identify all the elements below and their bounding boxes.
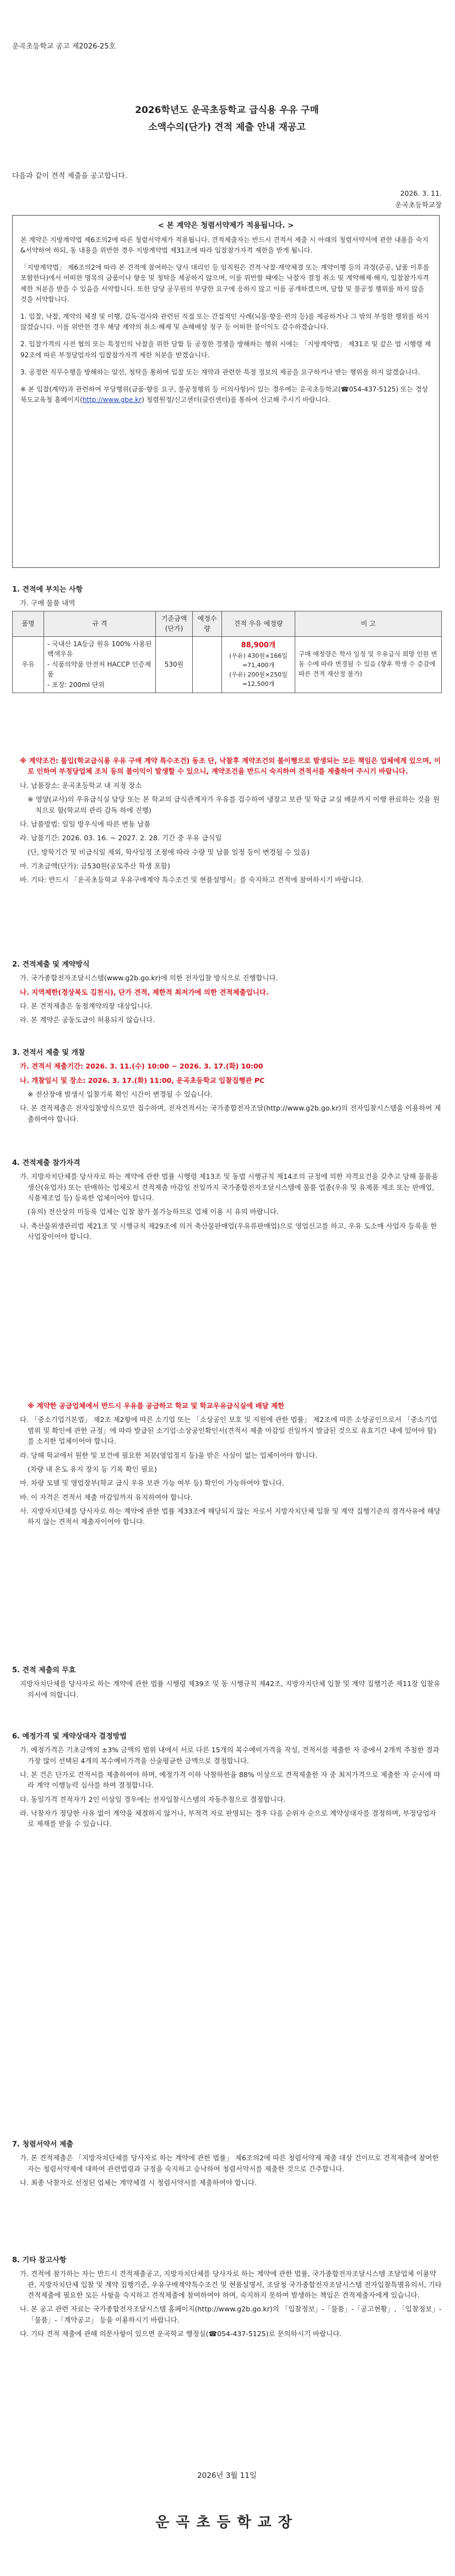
document-number: 운곡초등학교 공고 제2026-25호 (12, 42, 116, 51)
goods-table (12, 611, 442, 693)
note-text: 마. 기초금액(단가): 금530원(공모추산 학생 포함) (20, 862, 170, 870)
notice-report-paragraph (20, 384, 431, 405)
list-item: 다. 기타 견적 제출에 관해 의문사항이 있으면 운곡학교 행정실(☎054-437-5125)로 문의하시기 바랍니다. (20, 2330, 342, 2338)
section-5 (12, 1665, 442, 1703)
list-item: 다. 본 견적제출은 전자입찰방식으로만 접수하며, 전자견적서는 국가종합전자조달(http://www.g2b.go.kr)의 전자입찰시스템을 이용하여 제출하여야 합니다. (20, 1104, 441, 1123)
list-item: 나. 축산물위생관리법 제21조 및 시행규칙 제29조에 의거 축산물판매업(우유류판매업)으로 영업신고를 하고, 우유 도소매 사업자 등록을 한 사업장이어야 합니다. (20, 1221, 437, 1241)
document-title (12, 102, 442, 136)
cell-base-price: 530원 (156, 636, 193, 693)
list-item: 사. 지방자치단체를 당사자로 하는 계약에 관한 법률 제33조에 해당되지 않는 자로서 지방자치단체 입찰 및 계약 집행기준의 결격사유에 해당하지 않는 견적서 제출자이어야 합니다. (20, 1507, 441, 1526)
section-text: 지방자치단체를 당사자로 하는 계약에 관한 법률 시행령 제39조 및 동 시행규칙 제42조, 지방자치단체 입찰 및 계약 집행기준 제11장 입찰유의서에 의합니다. (20, 1679, 441, 1699)
section-7 (12, 2139, 442, 2191)
notice-paragraph: 「지방계약법」 제6조의2에 따라 본 견적에 참여하는 당사 대리인 등 임직원은 견적·낙찰·계약체결 또는 계약이행 등의 과정(준공, 납품 이후를 포함한다)에서 어떠한 명목의 금품이나 향응 및 청탁을 제공하지 않으며, 이를 위반할 때에는 낙찰자 결정 취소 및 계약해제·해지, 입찰참가자격 제한 처분을 받을 수 있음을 서약합니다. 또한 담당 공무원의 부당한 요구에 응하지 않고 이를 공개하겠으며, 담합 및 불공정 행위를 하지 않을 것을 서약합니다. (20, 264, 430, 303)
list-item: 가. 예정가격은 기초금액의 ±3% 금액의 범위 내에서 서로 다른 15개의 복수예비가격을 작성, 견적서를 제출한 자 중에서 2개씩 추첨한 결과 가장 많이 선택된 4개의 복수예비가격을 산술평균한 금액으로 결정합니다. (20, 1746, 440, 1765)
section-heading: 4. 견적제출 참가자격 (12, 1159, 80, 1167)
section-heading: 7. 청렴서약서 제출 (12, 2140, 73, 2149)
notice-report-text: ※ 본 입찰(계약)과 관련하여 부당행위(금품·향응 요구, 불공정행위 등 이의사항)이 있는 경우에는 운곡초등학교(☎054-437-5125) 또는 경상북도교육청 홈페이지( (20, 385, 429, 404)
table-header: 품명 (13, 611, 44, 636)
table-header: 비 고 (295, 611, 442, 636)
section-3 (12, 1048, 442, 1128)
warning-item: ※ 계약한 공급업체에서 반드시 우유를 공급하고 학교 및 학교우유급식실에 배달 제한 (28, 1402, 285, 1410)
list-item: 가. 본 견적제출은 「지방자치단체를 당사자로 하는 계약에 관한 법률」 제6조의2에 따른 청렴서약제 제출 대상 건이므로 견적제출에 참여한 자는 청렴서약제에 대하여 관련법령과 규정을 숙지하고 승낙하여 청렴서약서를 제출한 것으로 간주합니다. (20, 2154, 439, 2173)
signer-name: 운곡초등학교장 (155, 2514, 299, 2531)
list-item: 가. 지방자치단체를 당사자로 하는 계약에 관한 법률 시행령 제13조 및 동법 시행규칙 제14조의 규정에 의한 자격요건을 갖추고 당해 물품을 생산(유업자) 또는 판매하는 업체로서 견적제출 마감일 전일까지 국가종합전자조달시스템에 물품 업종(우유 및 유제품 제조 또는 판매업, 식품제조업 등) 등록한 업체이어야 합니다. (20, 1172, 438, 1202)
list-item: 다. 본 견적제출은 동점계약의장 대상입니다. (20, 1001, 153, 1010)
list-item: 라. 당해 학교에서 원한 및 보건에 필요한 처분(영업정지 등)을 받은 사실이 없는 업체이어야 합니다. (20, 1451, 318, 1459)
table-header: 견적 우유 예정량 (222, 611, 295, 636)
note-item: 바. 기타: 반드시 「운곡초등학교 우유구매계약 특수조건 및 현품설명서」를 숙지하고 견적에 참여하시기 바랍니다. (20, 876, 364, 884)
section-heading: 2. 견적제출 및 계약방식 (12, 960, 90, 969)
spec-line: - 국내산 1A등급 원유 100% 사용된 백색우유 (47, 640, 152, 658)
cell-remarks: 구매 예정량은 학사 일정 및 우유급식 희망 인원 변동 수에 따라 변경될 수 있음 (향후 학생 수 증감에 따른 견적 재산정 불가) (295, 636, 442, 693)
note-item: 라. 납품기간: 2026. 03. 16. ~ 2027. 2. 28. 기간 중 우유 급식일 (20, 834, 222, 842)
estimate-total: 88,900개 (241, 641, 276, 650)
title-line-2: 소액수의(단가) 견적 제출 안내 재공고 (148, 121, 306, 133)
section-8 (12, 2255, 442, 2342)
intro-text: 다음과 같이 견적 제출을 공고합니다. (12, 172, 128, 180)
estimate-detail: (우유) 200원×250일=12,500개 (229, 671, 288, 688)
list-item: 라. 낙찰자가 정당한 사유 없이 계약을 체결하지 않거나, 부적격 자로 판명되는 경우 다음 순위자 순으로 계약상대자를 결정하며, 부정당업자로 제재를 받을 수 있습니다. (20, 1809, 436, 1828)
list-item: 가. 견적서 제출기간: 2026. 3. 11.(수) 10:00 ~ 2026. 3. 17.(화) 10:00 (20, 1062, 263, 1071)
announce-block (395, 187, 442, 211)
table-header-row (13, 611, 442, 636)
notice-paragraph: 2. 입찰가격의 사전 협의 또는 특정인의 낙찰을 위한 담합 등 공정한 경쟁을 방해하는 행위 시에는 「지방계약법」 제31조 및 같은 법 시행령 제92조에 따른 부정당업자의 입찰참가자격 제한 처분을 받겠습니다. (20, 340, 431, 359)
list-item: 나. 최종 낙찰자로 선정된 업체는 계약체결 시 청렴서약서를 제출하여야 합니다. (20, 2178, 257, 2187)
note-item (12, 861, 442, 871)
note-item: 나. 납품장소: 운곡초등학교 내 지정 장소 (20, 781, 142, 790)
note-item: ※ 영양(교사)의 우유급식실 담당 또는 본 학교의 급식관계자가 우유를 검수하여 냉장고 보관 및 학급 교실 배분까지 이행 완료하는 것을 원칙으로 함(학교의 관리 감독 하에 진행) (28, 795, 440, 814)
contract-condition-note: ※ 계약조건: 불입(학교급식용 우유 구매 계약 특수조건) 동조 단, 낙찰후 계약조건의 불이행으로 발생되는 모든 책임은 업체에게 있으며, 이로 인하여 부정당업체 조치 등의 불이익이 발생할 수 있으니, 계약조건을 반드시 숙지하여 견적서를 제출하여 주시기 바랍니다. (20, 756, 441, 776)
note-item: (단, 방학기간 및 비급식일 제외, 학사일정 조정에 따라 수량 및 납품 일정 등이 변경될 수 있음) (28, 847, 310, 856)
section-6 (12, 1731, 442, 1833)
section-heading: 6. 예정가격 및 계약상대자 결정방법 (12, 1732, 127, 1741)
list-item: 다. 「중소기업기본법」 제2조 제2항에 따른 소기업 또는 「소상공인 보호 및 지원에 관한 법률」 제2조에 따른 소상공인으로서 「중소기업 범위 및 확인에 관한 규정」에 따라 발급된 소기업·소상공인확인서(견적서 제출 마감일 전일까지 발급된 것으로 유효기간 내에 있어야 함)를 소지한 업체이어야 합니다. (20, 1415, 437, 1446)
closing-date: 2026년 3월 11일 (197, 2471, 257, 2480)
list-item: (유의) 전산상의 미등록 업체는 입찰 참가 불가능하므로 업체 이용 시 유의 바랍니다. (28, 1208, 279, 1216)
section-1 (12, 584, 442, 693)
cell-spec (44, 636, 156, 693)
section-heading: 8. 기타 참고사항 (12, 2256, 67, 2264)
spec-line: - 포장: 200ml 단위 (47, 681, 105, 689)
section-4-continued (12, 1400, 442, 1531)
section-heading: 3. 견적서 제출 및 개찰 (12, 1049, 85, 1057)
notice-paragraph: 3. 공정한 직무수행을 방해하는 알선, 청탁을 통하여 입찰 또는 계약과 관련한 특정 정보의 제공을 요구하거나 받는 행위를 하지 않겠습니다. (20, 368, 420, 376)
list-item: 가. 견적에 참가하는 자는 반드시 견적제출공고, 지방자치단체를 당사자로 하는 계약에 관한 법률, 국가종합전자조달시스템 조달업체 이용약관, 지방자치단체 입찰 및 계약 집행기준, 우유구매계약특수조건 및 현품설명서, 조달청 국가종합전자조달시스템 전자입찰특별유의서, 기타 견적제출에 필요한 모든 사항을 숙지하고 견적제출에 참여하여야 하며, 숙지하지 못하여 발생하는 책임은 견적제출자에게 있습니다. (20, 2269, 442, 2299)
list-item: 마. 차량 모델 및 영업장부(학교 급식 우유 보관 가능 여부 등) 확인이 가능하여야 합니다. (20, 1479, 284, 1488)
list-item: ※ 전산장애 발생시 입찰기록 확인 시간이 변경될 수 있습니다. (28, 1090, 213, 1098)
section-4 (12, 1158, 442, 1245)
table-header: 규 격 (44, 611, 156, 636)
announcer: 운곡초등학교장 (395, 201, 442, 210)
integrity-notice-box (12, 215, 440, 568)
title-line-1: 2026학년도 운곡초등학교 급식용 우유 구매 (135, 105, 319, 116)
table-header: 기준금액 (단가) (156, 611, 193, 636)
section-heading: 1. 견적에 부치는 사항 (12, 586, 83, 594)
notice-report-text-end: ) 청렴원정/신고센터(클린센터)를 통하여 신고해 주시기 바랍니다. (142, 396, 331, 404)
table-row (13, 636, 442, 693)
section-subheading: 가. 구매 물품 내역 (20, 599, 75, 608)
announce-date: 2026. 3. 11. (400, 189, 442, 197)
list-item: 바. 이 자격은 견적서 제출 마감일까지 유지하여야 합니다. (20, 1493, 193, 1501)
integrity-notice-title: < 본 계약은 청렴서약제가 적용됩니다. > (158, 221, 294, 230)
gbe-homepage-link[interactable]: http://www.gbe.kr (82, 396, 142, 404)
notice-paragraph: 1. 입찰, 낙찰, 계약의 체결 및 이행, 감독·검사와 관련된 직접 또는 간접적인 사례(뇌물·향응·편의 등)를 제공하거나 그 밖의 부정한 행위를 하지 않겠습니다. 이를 위반한 경우 해당 계약의 취소·해제 및 손해배상 청구 등 어떠한 불이익도 감수하겠습니다. (20, 313, 430, 331)
list-item: 다. 동일가격 견적자가 2인 이상일 경우에는 전자입찰시스템의 자동추첨으로 결정합니다. (20, 1795, 286, 1804)
estimate-detail: (우유) 430원×166일=71,400개 (229, 652, 288, 669)
list-item: 라. 본 계약은 공동도급이 허용되지 않습니다. (20, 1016, 155, 1024)
cell-item-name: 우유 (13, 636, 44, 693)
list-item: 나. 본 건은 단가로 견적서를 제출하여야 하며, 예정가격 이하 낙찰하한율 88% 이상으로 견적제출한 자 중 최저가격으로 제출한 자 순서에 따라 계약 이행능력 심사를 하여 결정합니다. (20, 1770, 441, 1790)
section-1-notes (12, 755, 442, 889)
list-item: 나. 본 공고 관련 자료는 국가종합전자조달시스템 홈페이지(http://www.g2b.go.kr)의 「입찰정보」-「물품」-「공고현황」, 「입찰정보」-「물품」-「계약공고」 등을 이용하시기 바랍니다. (20, 2305, 442, 2324)
list-item: 나. 지역제한(경상북도 김천시), 단가 견적, 제한적 최저가에 의한 견적제출입니다. (20, 988, 269, 996)
cell-estimate (222, 636, 295, 693)
cell-qty (193, 636, 222, 693)
note-item: 다. 납품방법: 일일 방우식에 따른 변동 납품 (20, 819, 151, 828)
list-item: 나. 개찰일시 및 장소: 2026. 3. 17.(화) 11:00, 운곡초등학교 입찰집행관 PC (20, 1076, 265, 1085)
spec-line: - 식품의약품 안전처 HACCP 인증제품 (47, 660, 151, 679)
section-2 (12, 959, 442, 1029)
list-item: (차량 내 온도 유지 장치 등 기록 확인 필요) (28, 1464, 157, 1473)
section-heading: 5. 견적 제출의 무효 (12, 1666, 76, 1675)
notice-paragraph: 본 계약은 지방계약법 제6조의2에 따른 청렴서약제가 적용됩니다. 견적제출자는 반드시 견적서 제출 시 아래의 청렴서약서에 관한 내용을 숙지&서약하여 하되, 동 내용을 위반한 경우 지방계약법 제31조에 따라 입찰참가자격 제한을 받게 됩니다. (20, 235, 429, 255)
list-item: 가. 국가종합전자조달시스템(www.g2b.go.kr)에 의한 전자입찰 방식으로 진행합니다. (20, 974, 278, 983)
table-header: 예정수량 (193, 611, 222, 636)
